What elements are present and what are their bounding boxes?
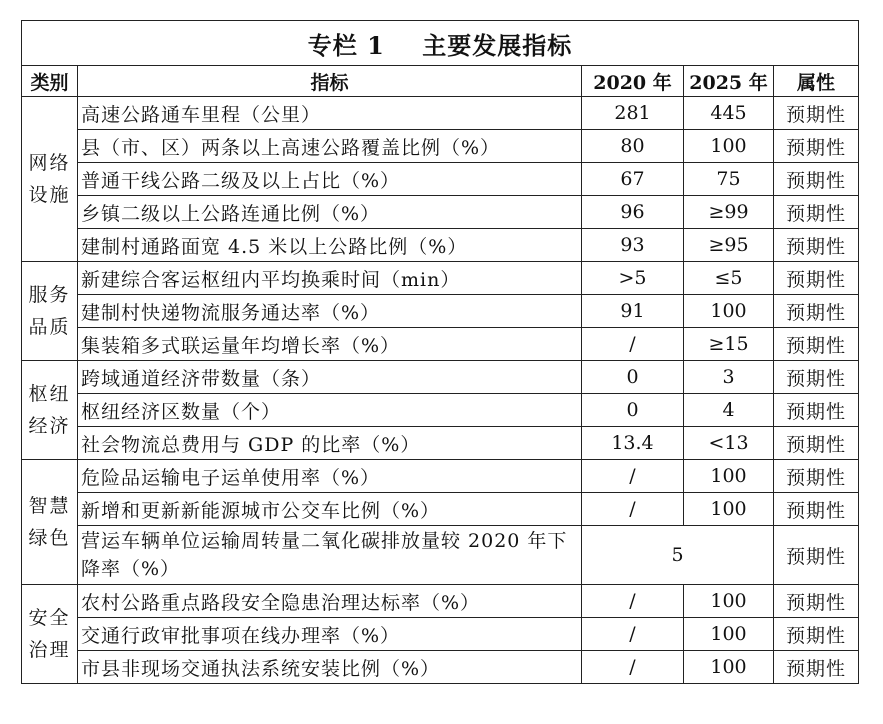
attribute-cell: 预期性: [774, 97, 859, 130]
indicator-cell: 高速公路通车里程（公里）: [78, 97, 582, 130]
attribute-cell: 预期性: [774, 394, 859, 427]
value-2020-cell: >5: [582, 262, 684, 295]
table-row: [22, 427, 859, 460]
indicator-cell: 新建综合客运枢纽内平均换乘时间（min）: [78, 262, 582, 295]
indicator-cell: 跨域通道经济带数量（条）: [78, 361, 582, 394]
header-2025: 2025 年: [684, 66, 774, 97]
header-2020: 2020 年: [582, 66, 684, 97]
value-2025-cell: <13: [684, 427, 774, 460]
table-row: [22, 262, 859, 295]
attribute-cell: 预期性: [774, 460, 859, 493]
value-2020-cell: /: [582, 585, 684, 618]
table-row: [22, 651, 859, 684]
category-cell: 网络设施: [22, 97, 78, 262]
value-2025-cell: ≤5: [684, 262, 774, 295]
category-cell: 枢纽经济: [22, 361, 78, 460]
table-row: [22, 130, 859, 163]
indicator-cell: 县（市、区）两条以上高速公路覆盖比例（%）: [78, 130, 582, 163]
value-2020-cell: /: [582, 493, 684, 526]
indicator-cell: 集装箱多式联运量年均增长率（%）: [78, 328, 582, 361]
table-row: [22, 493, 859, 526]
indicator-cell: 新增和更新新能源城市公交车比例（%）: [78, 493, 582, 526]
table-row: [22, 460, 859, 493]
value-2020-cell: 93: [582, 229, 684, 262]
merged-value-cell: 5: [582, 526, 774, 585]
indicator-cell: 交通行政审批事项在线办理率（%）: [78, 618, 582, 651]
indicator-cell: 危险品运输电子运单使用率（%）: [78, 460, 582, 493]
value-2025-cell: 100: [684, 460, 774, 493]
category-cell: 安全治理: [22, 585, 78, 684]
header-row: [22, 66, 859, 97]
indicator-table-container: [21, 20, 858, 684]
attribute-cell: 预期性: [774, 262, 859, 295]
indicator-cell: 普通干线公路二级及以上占比（%）: [78, 163, 582, 196]
indicator-cell: 社会物流总费用与 GDP 的比率（%）: [78, 427, 582, 460]
table-row: [22, 394, 859, 427]
header-indicator: 指标: [78, 66, 582, 97]
header-attribute: 属性: [774, 66, 859, 97]
attribute-cell: 预期性: [774, 328, 859, 361]
value-2025-cell: 100: [684, 618, 774, 651]
value-2020-cell: 0: [582, 361, 684, 394]
value-2020-cell: 281: [582, 97, 684, 130]
attribute-cell: 预期性: [774, 651, 859, 684]
value-2025-cell: 100: [684, 130, 774, 163]
value-2020-cell: /: [582, 460, 684, 493]
value-2025-cell: 4: [684, 394, 774, 427]
category-cell: 智慧绿色: [22, 460, 78, 585]
indicator-cell: 乡镇二级以上公路连通比例（%）: [78, 196, 582, 229]
value-2020-cell: /: [582, 328, 684, 361]
value-2020-cell: 91: [582, 295, 684, 328]
value-2020-cell: 80: [582, 130, 684, 163]
table-body: [22, 97, 859, 684]
indicator-cell: 营运车辆单位运输周转量二氧化碳排放量较 2020 年下降率（%）: [78, 526, 582, 585]
value-2025-cell: ≥95: [684, 229, 774, 262]
attribute-cell: 预期性: [774, 585, 859, 618]
attribute-cell: 预期性: [774, 618, 859, 651]
attribute-cell: 预期性: [774, 427, 859, 460]
table-row: [22, 328, 859, 361]
value-2020-cell: /: [582, 618, 684, 651]
header-category: 类别: [22, 66, 78, 97]
indicator-cell: 市县非现场交通执法系统安装比例（%）: [78, 651, 582, 684]
table-row: [22, 295, 859, 328]
attribute-cell: 预期性: [774, 163, 859, 196]
attribute-cell: 预期性: [774, 229, 859, 262]
value-2020-cell: /: [582, 651, 684, 684]
value-2025-cell: 100: [684, 585, 774, 618]
value-2025-cell: 100: [684, 295, 774, 328]
value-2025-cell: ≥15: [684, 328, 774, 361]
table-row: [22, 163, 859, 196]
value-2020-cell: 13.4: [582, 427, 684, 460]
value-2020-cell: 67: [582, 163, 684, 196]
table-row: [22, 229, 859, 262]
indicator-cell: 建制村快递物流服务通达率（%）: [78, 295, 582, 328]
table-row: [22, 97, 859, 130]
attribute-cell: 预期性: [774, 526, 859, 585]
table-row: [22, 618, 859, 651]
table-title: 专栏 1 主要发展指标: [22, 21, 859, 66]
table-row: [22, 196, 859, 229]
table-row: [22, 585, 859, 618]
value-2025-cell: 445: [684, 97, 774, 130]
table-row: [22, 526, 859, 585]
value-2025-cell: 3: [684, 361, 774, 394]
value-2025-cell: 100: [684, 651, 774, 684]
value-2020-cell: 96: [582, 196, 684, 229]
value-2020-cell: 0: [582, 394, 684, 427]
indicator-cell: 建制村通路面宽 4.5 米以上公路比例（%）: [78, 229, 582, 262]
value-2025-cell: 75: [684, 163, 774, 196]
table-row: [22, 361, 859, 394]
value-2025-cell: 100: [684, 493, 774, 526]
attribute-cell: 预期性: [774, 130, 859, 163]
indicator-cell: 农村公路重点路段安全隐患治理达标率（%）: [78, 585, 582, 618]
value-2025-cell: ≥99: [684, 196, 774, 229]
attribute-cell: 预期性: [774, 196, 859, 229]
attribute-cell: 预期性: [774, 493, 859, 526]
attribute-cell: 预期性: [774, 361, 859, 394]
attribute-cell: 预期性: [774, 295, 859, 328]
category-cell: 服务品质: [22, 262, 78, 361]
indicator-cell: 枢纽经济区数量（个）: [78, 394, 582, 427]
development-indicators-table: [21, 20, 859, 684]
